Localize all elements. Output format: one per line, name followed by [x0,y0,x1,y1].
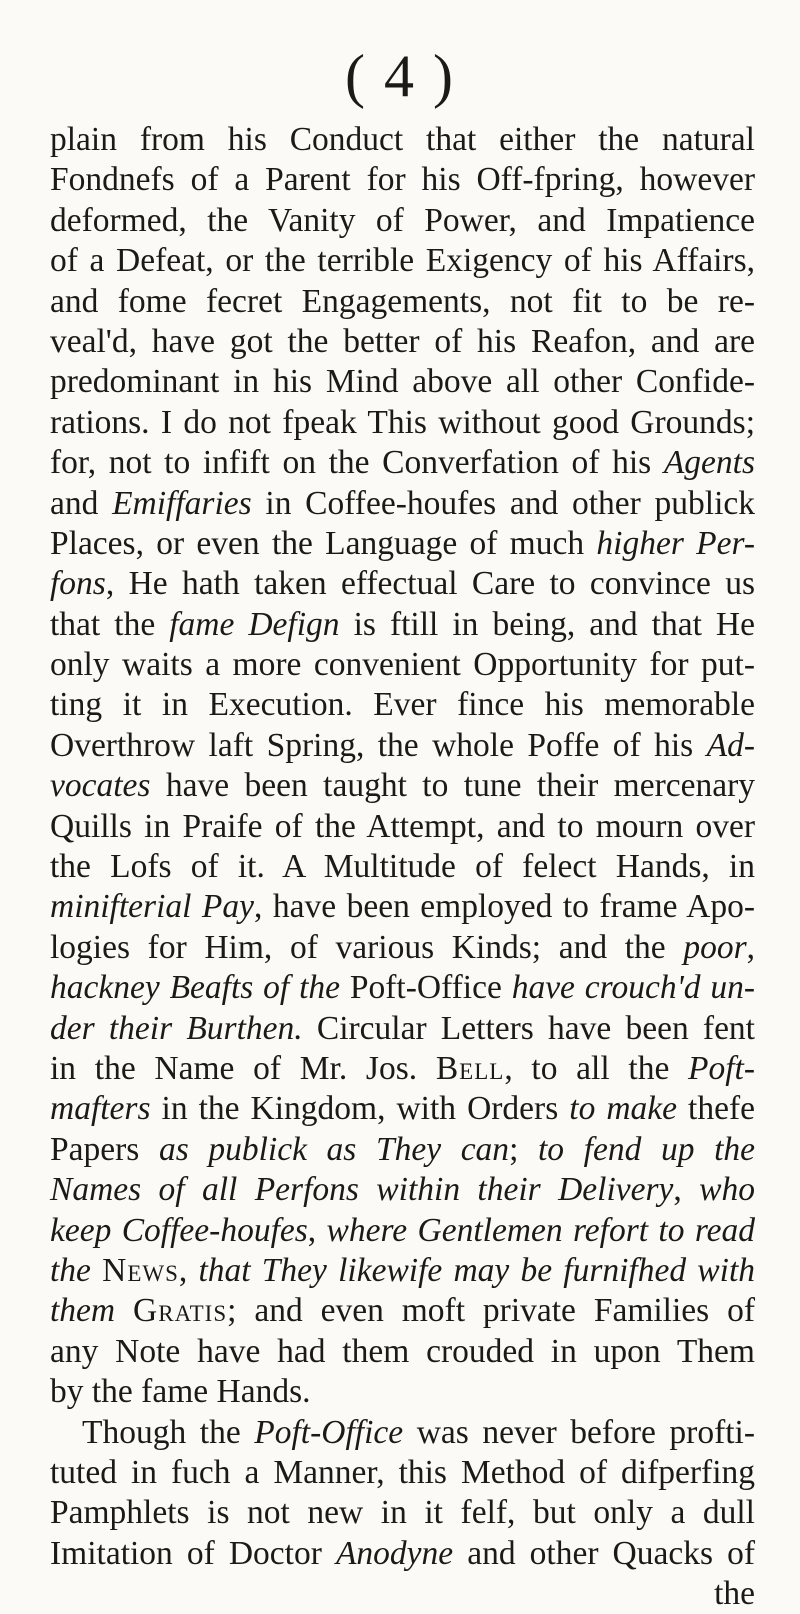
text-segment: and [50,484,113,522]
text-segment: Poft-Office [340,969,512,1007]
text-line [50,1534,755,1574]
text-segment: for, not to infift on the Converfation of his [50,444,664,482]
text-segment: Quills in Praife of the Attempt, and to mourn over [50,807,755,845]
italic-text: keep Coffee-houfes [50,1211,308,1249]
text-line [50,282,755,322]
text-segment: in the Name of Mr. Jos. [50,1049,436,1087]
italic-text: Agents [663,444,755,482]
text-segment: have been taught to tune their mercenary [150,767,755,805]
text-line [50,160,755,200]
italic-text: Anodyne [335,1534,454,1572]
text-segment: in the Kingdom, with Orders [150,1090,570,1128]
text-segment: is ftill in being, and that He [339,605,755,643]
text-segment: , [178,1251,199,1289]
text-segment: , He hath taken effectual Care to convince us [105,565,755,603]
italic-text: Ad- [706,726,755,764]
text-line [50,1332,755,1372]
text-line [50,201,755,241]
italic-text: have crouch'd un- [511,969,755,1007]
italic-text: fons [50,565,106,603]
text-line [50,120,755,160]
text-segment: ; [509,1130,538,1168]
text-line [50,807,755,847]
text-segment: the Lofs of it. A Multitude of felect Hands, in [50,848,755,886]
body-text [50,120,755,1614]
text-line [50,928,755,968]
text-segment: rations. I do not fpeak This without good Grounds; [50,403,755,441]
text-line [50,645,755,685]
text-segment: , have been employed to frame Apo- [254,888,755,926]
text-line [50,443,755,483]
italic-text: higher Per- [596,524,755,562]
italic-text: Poft- [688,1049,756,1087]
italic-text: mafters [50,1090,151,1128]
italic-text: fame Defign [169,605,340,643]
text-segment: , [746,928,755,966]
text-segment: Pamphlets is not new in it felf, but only a dull [50,1494,755,1532]
text-line [50,484,755,524]
text-segment: was never before profti- [403,1413,756,1451]
italic-text: them [50,1292,116,1330]
text-segment: of a Defeat, or the terrible Exigency of his Affairs, [50,242,755,280]
small-caps-text: Gratis [133,1292,228,1330]
text-line [50,1089,755,1129]
text-segment: and fome fecret Engagements, not fit to be re- [50,282,755,320]
text-line [50,1170,755,1210]
text-line [50,1211,755,1251]
small-caps-text: Bell [435,1049,505,1087]
text-line [50,1453,755,1493]
text-segment: , to all the [504,1049,689,1087]
text-line [50,766,755,806]
small-caps-text: News [102,1251,179,1289]
text-line [50,1049,755,1089]
text-segment: that the [50,605,170,643]
page-number: ( 4 ) [345,43,455,109]
italic-text: der their Burthen. [50,1009,303,1047]
text-segment [115,1292,133,1329]
text-segment: Papers [50,1130,159,1168]
italic-text: where Gentlemen refort to read [326,1211,755,1249]
text-segment: Places, or even the Language of much [50,524,597,562]
text-line [50,726,755,766]
text-line [50,1493,755,1533]
text-line [50,1009,755,1049]
text-segment: in Coffee-houfes and other publick [251,484,756,522]
italic-text: vocates [50,767,151,805]
text-segment [91,1252,102,1289]
italic-text: Poft-Office [254,1413,404,1451]
text-line [50,887,755,927]
text-segment: , [307,1211,327,1249]
text-segment: Imitation of Doctor [50,1534,336,1572]
text-line [50,1413,755,1453]
text-line [50,241,755,281]
text-segment: Though the [82,1413,255,1451]
text-segment: veal'd, have got the better of his Reafon, and are [50,322,755,360]
text-line [50,968,755,1008]
text-line [50,1372,755,1412]
italic-text: hackney Beafts of the [50,969,341,1007]
italic-text: who [699,1171,756,1209]
text-segment: the [714,1575,755,1613]
text-segment: ; and even moft private Families of [227,1292,756,1330]
text-line [50,847,755,887]
italic-text: that They likewife may be furnifhed with [198,1251,756,1289]
italic-text: Names of all Perfons within their Delivery [50,1171,674,1209]
italic-text: the [50,1251,91,1289]
text-line [50,524,755,564]
text-segment: Fondnefs of a Parent for his Off-fpring, however [50,161,755,199]
text-line [50,685,755,725]
italic-text: minifterial Pay [50,888,255,926]
text-segment: , [673,1171,700,1209]
text-segment: predominant in his Mind above all other Confide- [50,363,755,401]
italic-text: poor [683,928,747,966]
italic-text: to make [569,1090,678,1128]
text-segment: deformed, the Vanity of Power, and Impatience [50,201,755,239]
text-segment: Overthrow laft Spring, the whole Poffe of his [50,726,707,764]
text-segment: tuted in fuch a Manner, this Method of difperfing [50,1453,755,1491]
text-line [50,564,755,604]
text-line [50,1251,755,1291]
text-segment: ting it in Execution. Ever fince his memorable [50,686,755,724]
text-line [50,322,755,362]
text-segment: logies for Him, of various Kinds; and the [50,928,684,966]
text-segment: any Note have had them crouded in upon Them [50,1332,755,1370]
text-segment: thefe [677,1090,756,1128]
text-line [50,605,755,645]
text-segment: Circular Letters have been fent [302,1009,755,1047]
text-segment: by the fame Hands. [50,1373,311,1411]
text-line [50,362,755,402]
text-segment: only waits a more convenient Opportunity for put- [50,646,755,684]
text-segment: plain from his Conduct that either the natural [50,121,755,158]
italic-text: as publick as They can [158,1130,510,1168]
catchword-line [50,1574,755,1614]
text-line [50,403,755,443]
italic-text: to fend up the [538,1130,756,1168]
text-segment: and other Quacks of [453,1534,755,1572]
text-line [50,1291,755,1331]
text-line [50,1130,755,1170]
italic-text: Emiffaries [112,484,252,522]
